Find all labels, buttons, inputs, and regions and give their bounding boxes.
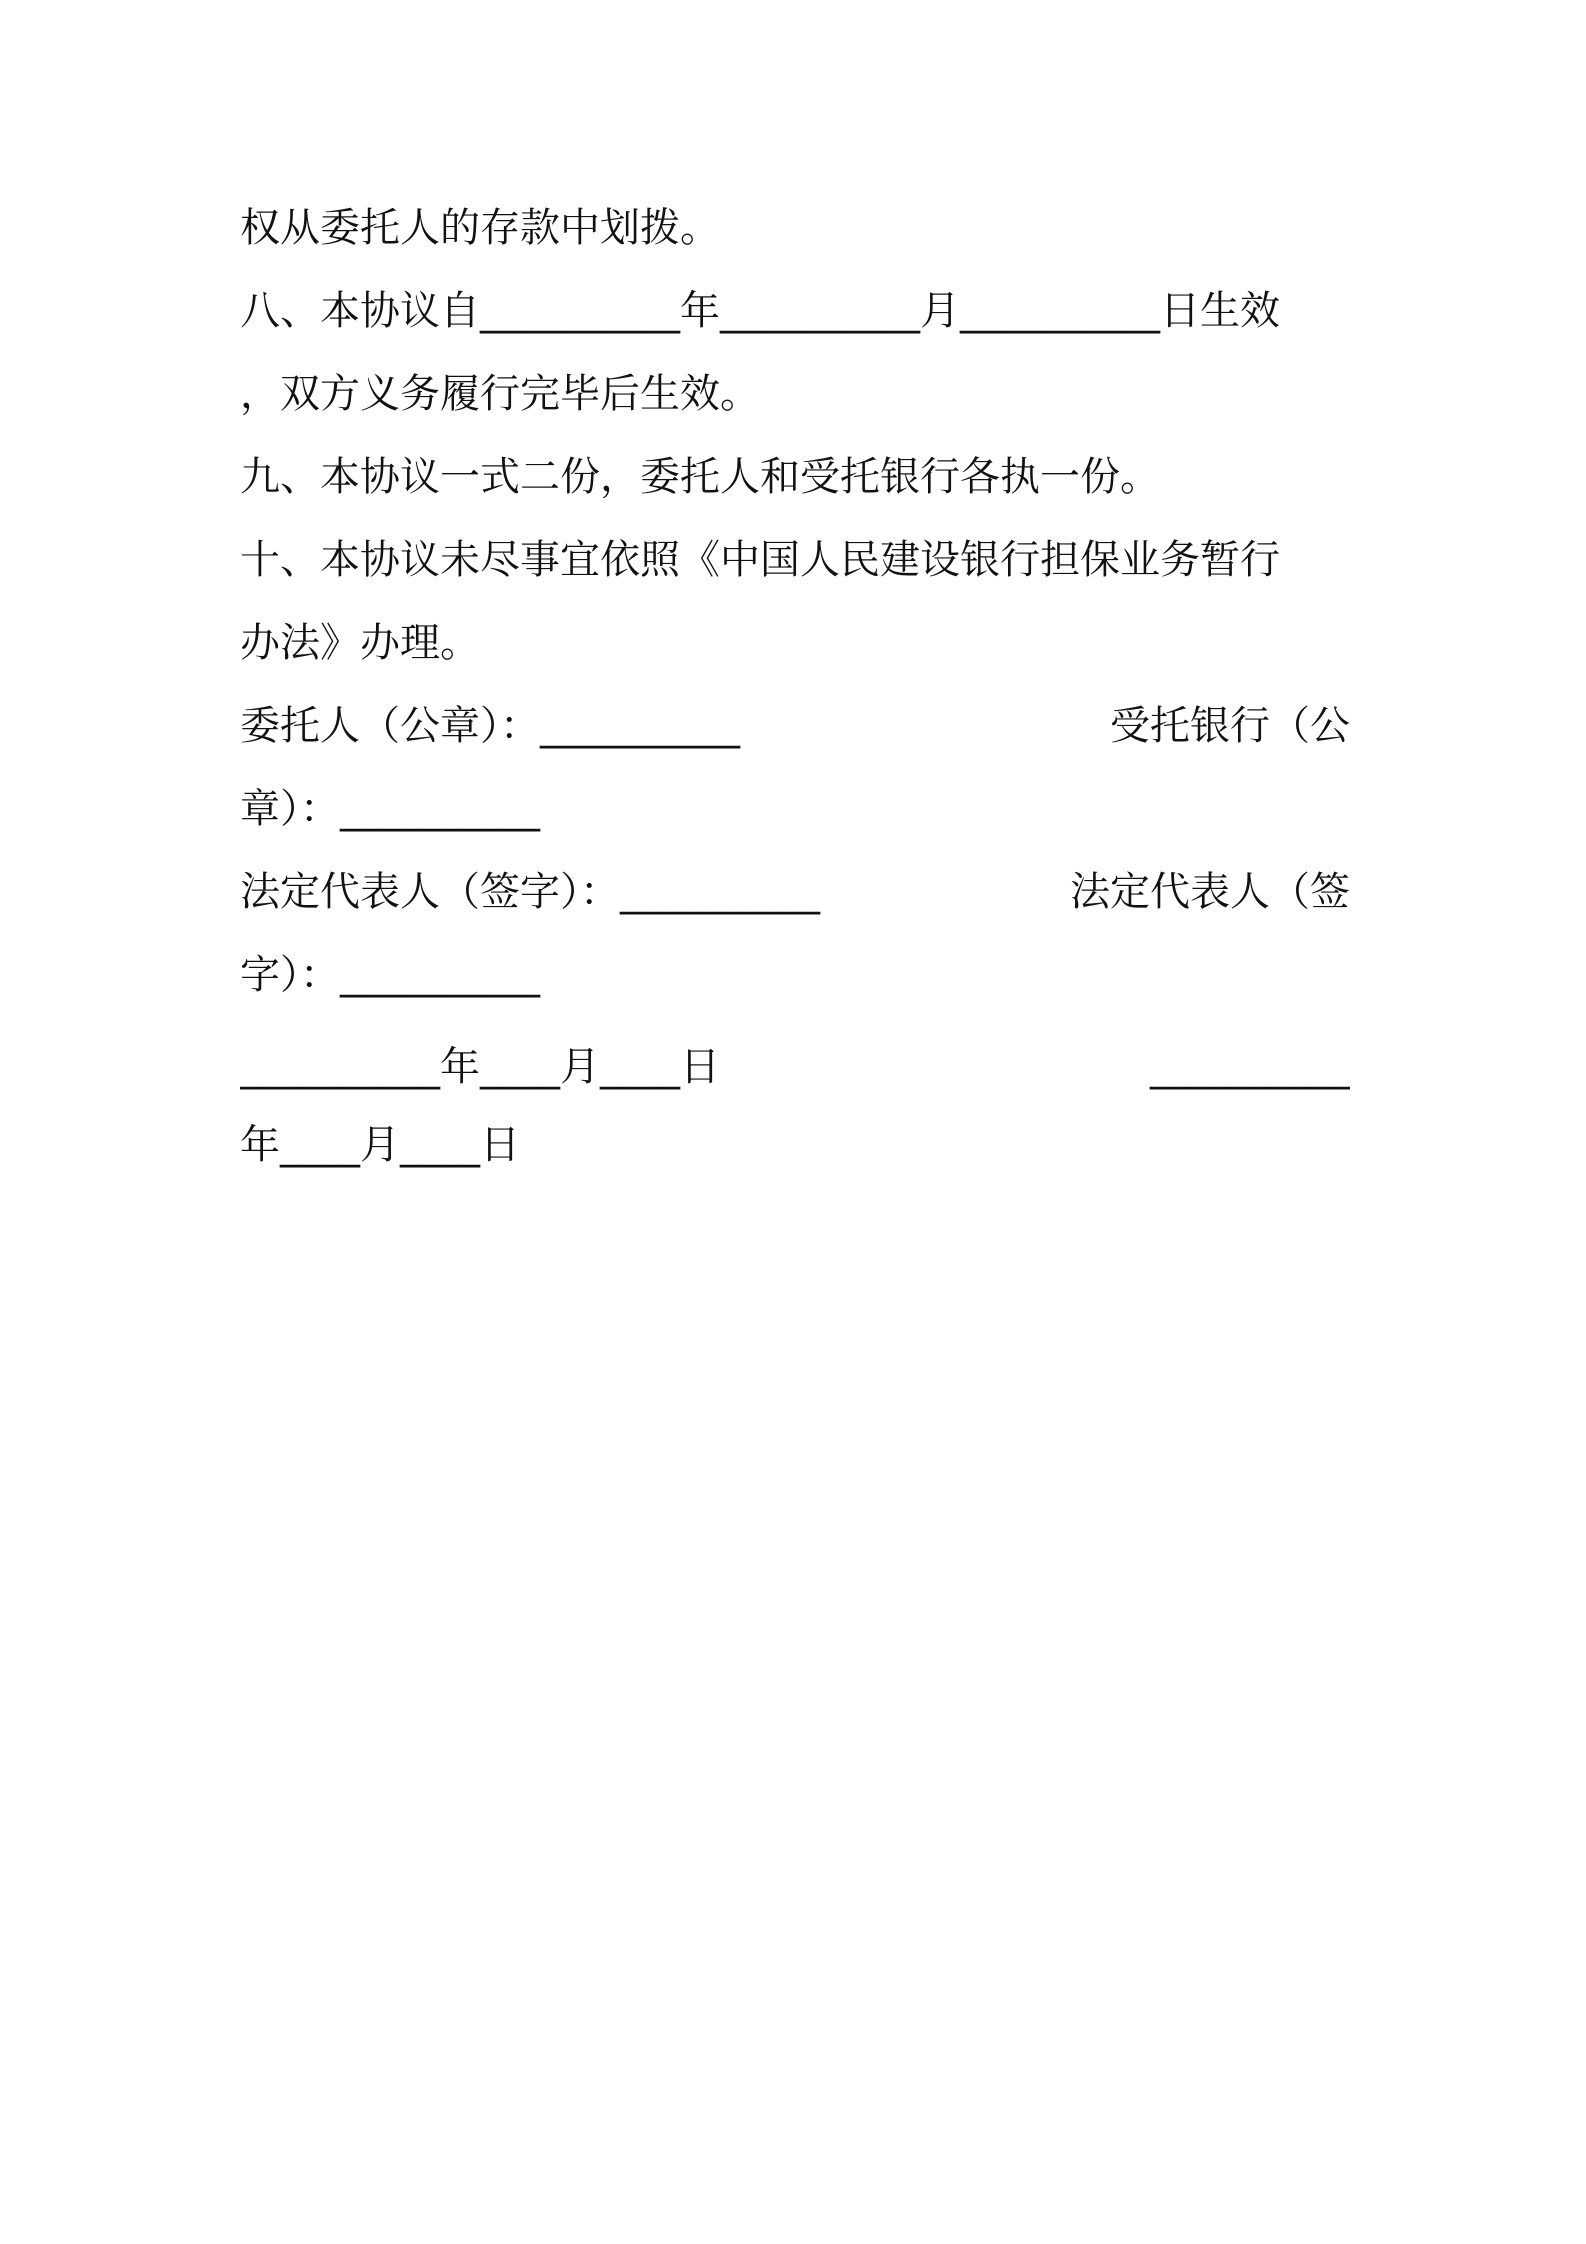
paragraph-line-rules: 十、本协议未尽事宜依照《中国人民建设银行担保业务暂行 [240,537,1280,583]
bank-representative-label-cont: 字）：__________ [240,952,540,998]
signature-row-seal [240,696,1350,756]
signature-row-representative [240,862,1350,922]
client-date-field: __________年____月____日 [240,1044,720,1090]
client-seal-label: 委托人（公章）：__________ [240,703,740,749]
paragraph-line-rules-cont: 办法》办理。 [240,620,480,666]
bank-representative-label: 法定代表人（签 [1070,869,1350,915]
bank-seal-label: 受托银行（公 [1110,703,1350,749]
paragraph-line-copies: 九、本协议一式二份，委托人和受托银行各执一份。 [240,454,1160,500]
bank-date-field-cont: 年____月____日 [240,1122,520,1168]
paragraph-line-effective-date-cont: ，双方义务履行完毕后生效。 [240,371,760,417]
signature-row-date [240,1037,1350,1097]
bank-seal-label-cont: 章）：__________ [240,786,540,832]
paragraph-line-1: 权从委托人的存款中划拨。 [240,205,720,251]
bank-date-field: __________ [1150,1044,1350,1090]
client-representative-label: 法定代表人（签字）：__________ [240,869,820,915]
paragraph-line-effective-date: 八、本协议自__________年__________月__________日生效 [240,288,1280,334]
